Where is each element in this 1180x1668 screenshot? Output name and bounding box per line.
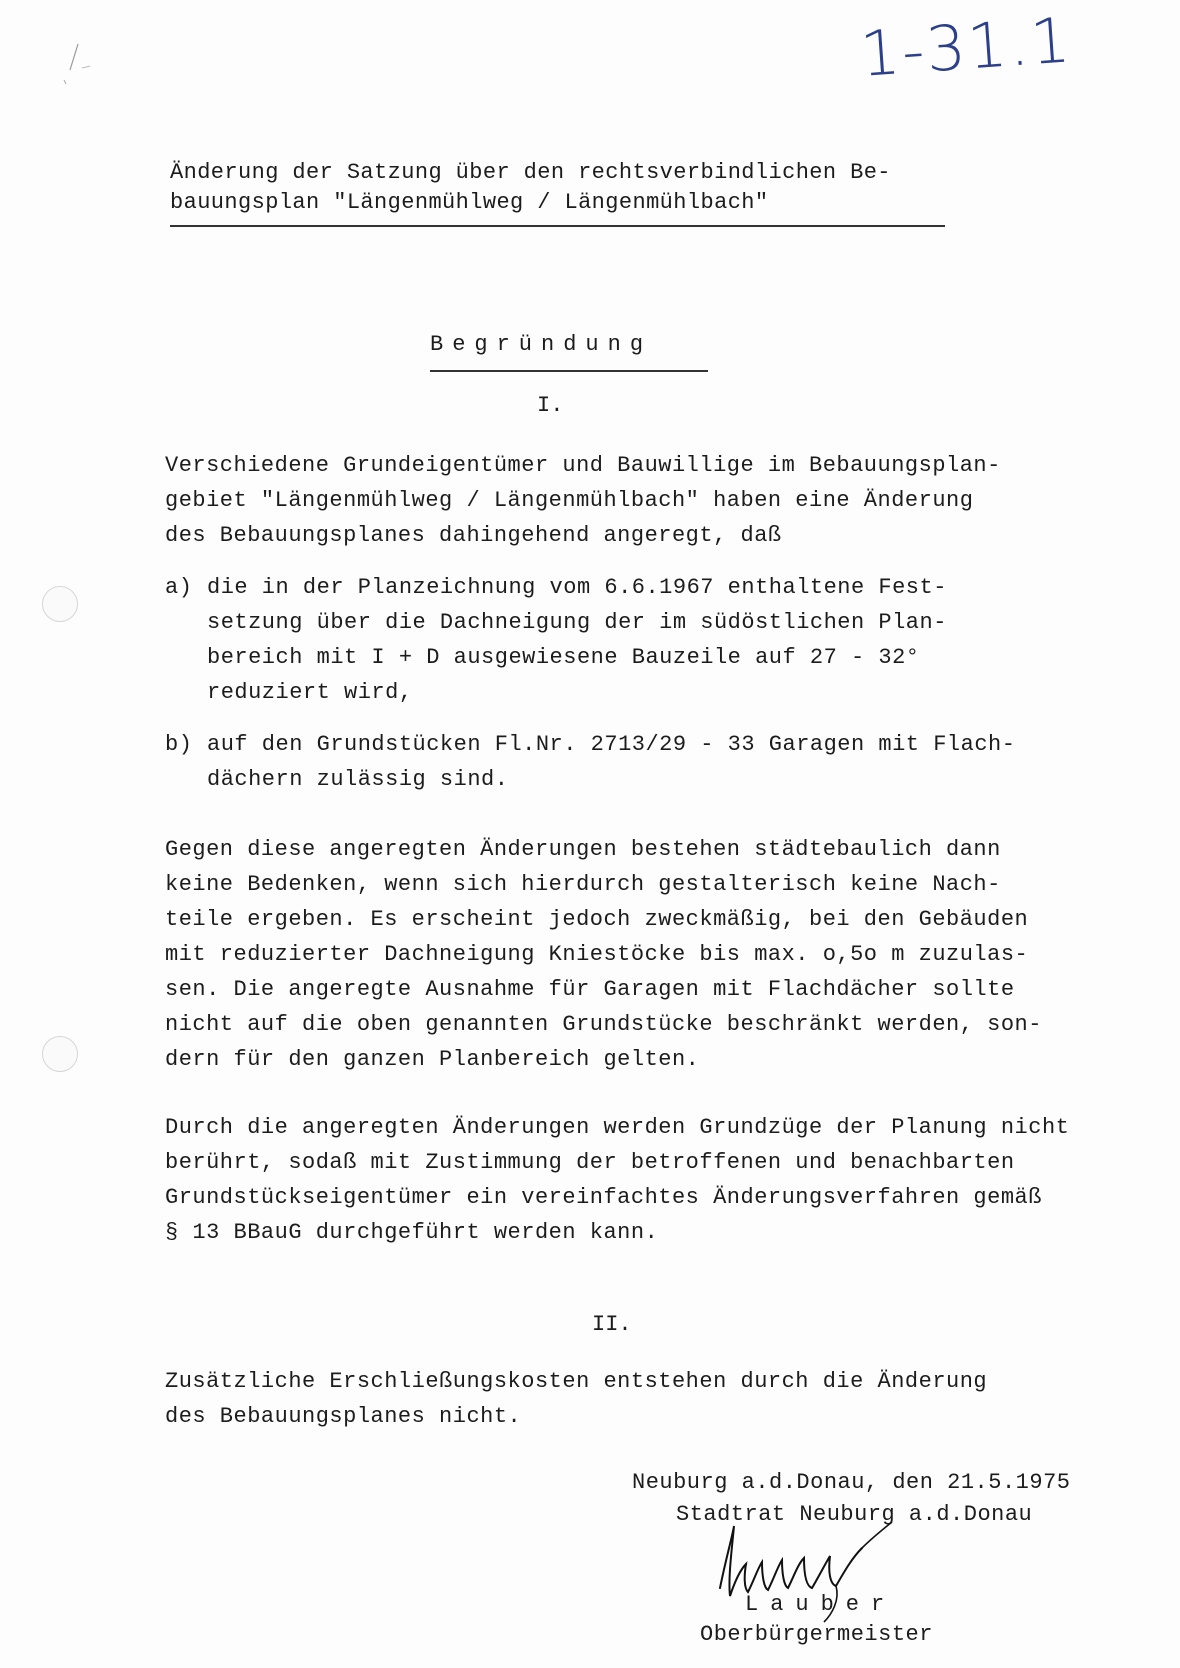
paragraph-procedure: Durch die angeregten Änderungen werden Grundzüge der Planung nicht berührt, sodaß mit Zustimmung der betroffenen und benachbarten Grundstückseigentümer ein vereinfachtes Änderungsverfahren gemäß § 13 BBauG durchgeführt werden kann.: [165, 1115, 1070, 1245]
punch-hole: [42, 1036, 78, 1072]
section-number-1: I.: [537, 393, 564, 418]
title-line: Änderung der Satzung über den rechtsverbindlichen Be-: [170, 160, 891, 185]
heading-underline: [430, 370, 708, 372]
intro-paragraph: Verschiedene Grundeigentümer und Bauwillige im Bebauungsplan- gebiet "Längenmühlweg / Längenmühlbach" haben eine Änderung des Bebauungsplanes dahingehend angeregt, daß: [165, 453, 1001, 548]
list-marker: a): [165, 575, 193, 600]
title-underline: [170, 225, 945, 227]
place-and-date: Neuburg a.d.Donau, den 21.5.1975: [632, 1470, 1071, 1495]
document-title: [170, 158, 950, 218]
list-marker: b): [165, 732, 193, 757]
section-number-2: II.: [592, 1312, 632, 1337]
punch-hole: [42, 586, 78, 622]
list-item-text: die in der Planzeichnung vom 6.6.1967 enthaltene Fest- setzung über die Dachneigung der im südöstlichen Plan- bereich mit I + D ausgewiesene Bauzeile auf 27 - 32° reduziert wird,: [207, 575, 947, 705]
paragraph-assessment: Gegen diese angeregten Änderungen bestehen städtebaulich dann keine Bedenken, wenn sich hierdurch gestalterisch keine Nach- teile ergeben. Es erscheint jedoch zweckmäßig, bei den Gebäuden mit reduzierter Dachneigung Kniestöcke bis max. o,5o m zuzulas- sen. Die angeregte Ausnahme für Garagen mit Flachdächer sollte nicht auf die oben genannten Grundstücke beschränkt werden, son- dern für den ganzen Planbereich gelten.: [165, 837, 1042, 1072]
handwritten-reference: 1-31.1: [858, 3, 1075, 91]
corner-scribble: [60, 40, 94, 86]
title-line: bauungsplan "Längenmühlweg / Längenmühlbach": [170, 190, 769, 215]
issuing-authority: Stadtrat Neuburg a.d.Donau: [676, 1502, 1033, 1527]
paragraph-costs: Zusätzliche Erschließungskosten entstehen durch die Änderung des Bebauungsplanes nicht.: [165, 1369, 988, 1429]
signer-title: Oberbürgermeister: [700, 1622, 933, 1647]
signer-name: Lauber: [745, 1592, 897, 1617]
section-heading: Begründung: [430, 332, 653, 357]
list-item-text: auf den Grundstücken Fl.Nr. 2713/29 - 33 Garagen mit Flach- dächern zulässig sind.: [207, 732, 1016, 792]
